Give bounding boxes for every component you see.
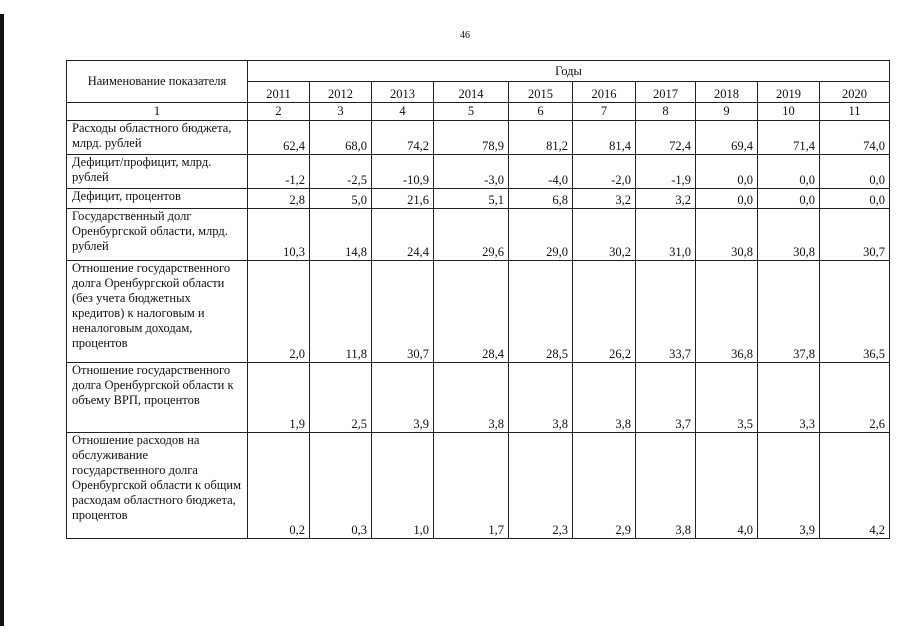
row-value: 1,7 [434, 433, 509, 539]
row-value: 3,9 [758, 433, 820, 539]
year-header: 2017 [636, 82, 696, 103]
year-header: 2012 [310, 82, 372, 103]
row-value: 2,8 [248, 189, 310, 209]
row-value: 3,9 [372, 363, 434, 433]
row-value: -1,9 [636, 155, 696, 189]
row-label: Расходы областного бюджета, млрд. рублей [67, 121, 248, 155]
table-row [67, 261, 890, 363]
column-number: 1 [67, 103, 248, 121]
row-value: 28,5 [509, 261, 573, 363]
table-body [67, 121, 890, 539]
row-value: 14,8 [310, 209, 372, 261]
column-number: 9 [696, 103, 758, 121]
indicator-header: Наименование показателя [67, 61, 248, 103]
row-value: 69,4 [696, 121, 758, 155]
row-label: Дефицит, процентов [67, 189, 248, 209]
row-value: 78,9 [434, 121, 509, 155]
row-value: 28,4 [434, 261, 509, 363]
row-value: 0,3 [310, 433, 372, 539]
row-value: 30,2 [573, 209, 636, 261]
row-value: 4,0 [696, 433, 758, 539]
years-header: Годы [248, 61, 890, 82]
row-value: 0,0 [758, 189, 820, 209]
row-value: 0,2 [248, 433, 310, 539]
row-value: 30,8 [758, 209, 820, 261]
row-value: 81,4 [573, 121, 636, 155]
budget-table [66, 60, 890, 539]
row-label: Государственный долг Оренбургской области, млрд. рублей [67, 209, 248, 261]
row-value: 4,2 [820, 433, 890, 539]
row-value: 33,7 [636, 261, 696, 363]
row-value: -3,0 [434, 155, 509, 189]
row-value: 3,8 [573, 363, 636, 433]
table-row [67, 363, 890, 433]
column-number: 2 [248, 103, 310, 121]
column-number: 4 [372, 103, 434, 121]
column-number: 11 [820, 103, 890, 121]
row-value: 30,7 [820, 209, 890, 261]
row-value: 21,6 [372, 189, 434, 209]
row-value: 0,0 [820, 189, 890, 209]
year-header: 2019 [758, 82, 820, 103]
column-number: 7 [573, 103, 636, 121]
row-value: 62,4 [248, 121, 310, 155]
row-value: -4,0 [509, 155, 573, 189]
year-header: 2013 [372, 82, 434, 103]
year-header: 2011 [248, 82, 310, 103]
row-value: 0,0 [820, 155, 890, 189]
row-value: 30,7 [372, 261, 434, 363]
row-value: 71,4 [758, 121, 820, 155]
row-value: 3,2 [636, 189, 696, 209]
column-number: 6 [509, 103, 573, 121]
row-value: 10,3 [248, 209, 310, 261]
row-value: 3,7 [636, 363, 696, 433]
row-value: 1,9 [248, 363, 310, 433]
year-header: 2018 [696, 82, 758, 103]
row-value: 2,3 [509, 433, 573, 539]
row-value: 81,2 [509, 121, 573, 155]
row-value: 6,8 [509, 189, 573, 209]
row-value: 26,2 [573, 261, 636, 363]
row-value: 0,0 [696, 155, 758, 189]
row-value: 68,0 [310, 121, 372, 155]
row-label: Отношение расходов на обслуживание государственного долга Оренбургской области к общим расходам областного бюджета, процентов [67, 433, 248, 539]
row-value: 2,6 [820, 363, 890, 433]
row-value: 3,8 [636, 433, 696, 539]
row-value: -1,2 [248, 155, 310, 189]
year-header: 2014 [434, 82, 509, 103]
row-label: Отношение государственного долга Оренбургской области к объему ВРП, процентов [67, 363, 248, 433]
table-row [67, 433, 890, 539]
row-value: 2,5 [310, 363, 372, 433]
row-value: 24,4 [372, 209, 434, 261]
column-number: 10 [758, 103, 820, 121]
row-value: -2,0 [573, 155, 636, 189]
row-value: 36,8 [696, 261, 758, 363]
row-value: 1,0 [372, 433, 434, 539]
table-row [67, 155, 890, 189]
row-value: 74,0 [820, 121, 890, 155]
row-value: 72,4 [636, 121, 696, 155]
row-value: 37,8 [758, 261, 820, 363]
row-value: 3,8 [509, 363, 573, 433]
scan-edge [0, 14, 4, 626]
page-number: 46 [460, 30, 470, 41]
table-row [67, 121, 890, 155]
row-value: 3,3 [758, 363, 820, 433]
row-value: -10,9 [372, 155, 434, 189]
row-value: -2,5 [310, 155, 372, 189]
row-value: 5,1 [434, 189, 509, 209]
table-row [67, 189, 890, 209]
row-value: 74,2 [372, 121, 434, 155]
row-value: 5,0 [310, 189, 372, 209]
row-value: 36,5 [820, 261, 890, 363]
row-value: 29,6 [434, 209, 509, 261]
row-value: 0,0 [696, 189, 758, 209]
year-header: 2020 [820, 82, 890, 103]
row-value: 3,2 [573, 189, 636, 209]
table-row [67, 209, 890, 261]
row-value: 30,8 [696, 209, 758, 261]
row-value: 11,8 [310, 261, 372, 363]
year-header: 2015 [509, 82, 573, 103]
column-number-row [67, 103, 890, 121]
year-header: 2016 [573, 82, 636, 103]
row-label: Дефицит/профицит, млрд. рублей [67, 155, 248, 189]
row-value: 0,0 [758, 155, 820, 189]
row-value: 2,9 [573, 433, 636, 539]
row-value: 3,5 [696, 363, 758, 433]
column-number: 3 [310, 103, 372, 121]
row-value: 31,0 [636, 209, 696, 261]
row-value: 2,0 [248, 261, 310, 363]
column-number: 8 [636, 103, 696, 121]
row-label: Отношение государственного долга Оренбургской области (без учета бюджетных кредитов) к налоговым и неналоговым доходам, процентов [67, 261, 248, 363]
column-number: 5 [434, 103, 509, 121]
row-value: 29,0 [509, 209, 573, 261]
row-value: 3,8 [434, 363, 509, 433]
